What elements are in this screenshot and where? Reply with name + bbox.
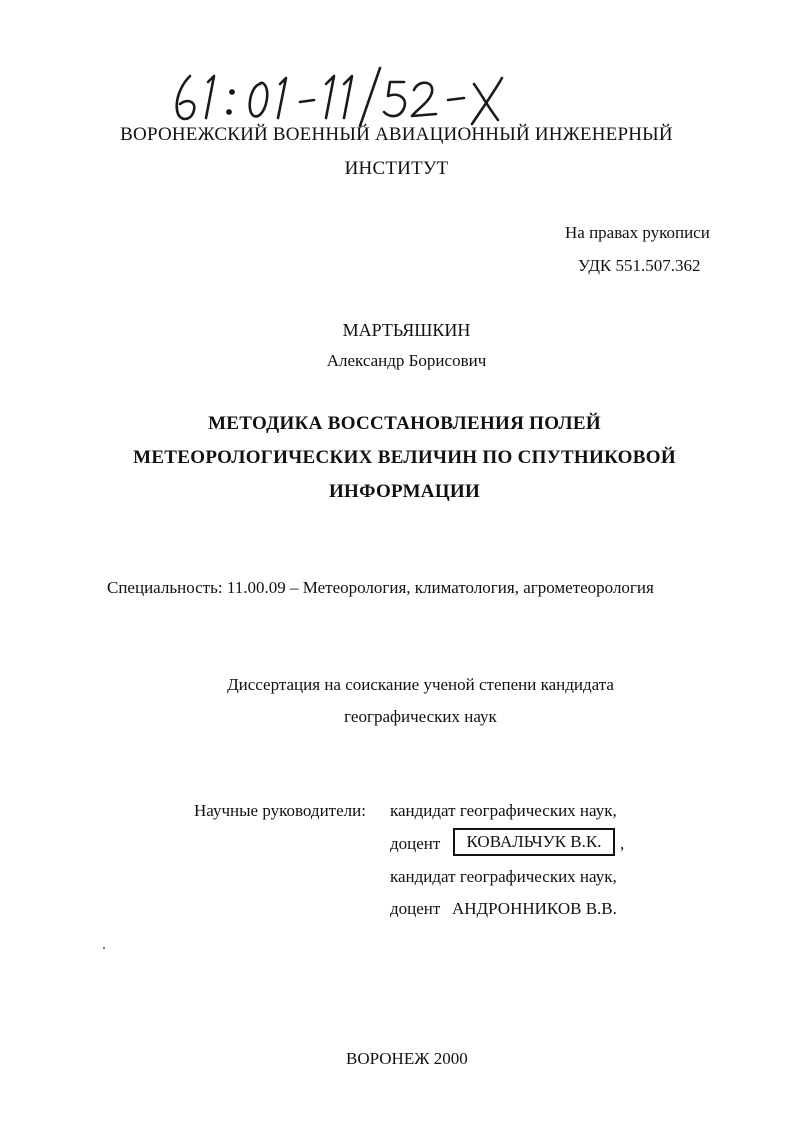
city-and-year: ВОРОНЕЖ 2000: [346, 1049, 468, 1068]
thesis-title-line3: ИНФОРМАЦИИ: [328, 481, 481, 502]
author-surname: МАРТЬЯШКИН: [342, 320, 471, 340]
scan-speck: [103, 947, 105, 949]
institution-name-line1: ВОРОНЕЖСКИЙ ВОЕННЫЙ АВИАЦИОННЫЙ ИНЖЕНЕРНЫЙ: [120, 124, 673, 145]
supervisor1-name-boxed: КОВАЛЬЧУК В.К.: [453, 828, 615, 856]
thesis-title-line2: МЕТЕОРОЛОГИЧЕСКИХ ВЕЛИЧИН ПО СПУТНИКОВОЙ: [133, 447, 676, 468]
supervisor1-rank: доцент: [390, 834, 441, 853]
supervisor1-comma: ,: [620, 834, 625, 853]
supervisor1-title: кандидат географических наук,: [390, 801, 617, 820]
manuscript-rights-note: На правах рукописи: [565, 223, 710, 242]
supervisor2-title: кандидат географических наук,: [390, 867, 617, 886]
handwritten-code-drawing: [168, 62, 528, 132]
institution-name-line2: ИНСТИТУТ: [344, 158, 449, 179]
supervisor2-name: АНДРОННИКОВ В.В.: [452, 899, 617, 918]
udk-code: УДК 551.507.362: [578, 256, 701, 275]
supervisor2-rank: доцент: [390, 899, 441, 918]
supervisors-label: Научные руководители:: [194, 801, 366, 820]
handwritten-archive-code: [168, 62, 528, 132]
dissertation-degree-line1: Диссертация на соискание ученой степени кандидата: [227, 675, 614, 694]
specialty-line: Специальность: 11.00.09 – Метеорология, климатология, агрометеорология: [107, 578, 654, 597]
author-given-names: Александр Борисович: [326, 351, 487, 370]
thesis-title-line1: МЕТОДИКА ВОССТАНОВЛЕНИЯ ПОЛЕЙ: [208, 413, 601, 434]
dissertation-degree-line2: географических наук: [344, 707, 497, 726]
